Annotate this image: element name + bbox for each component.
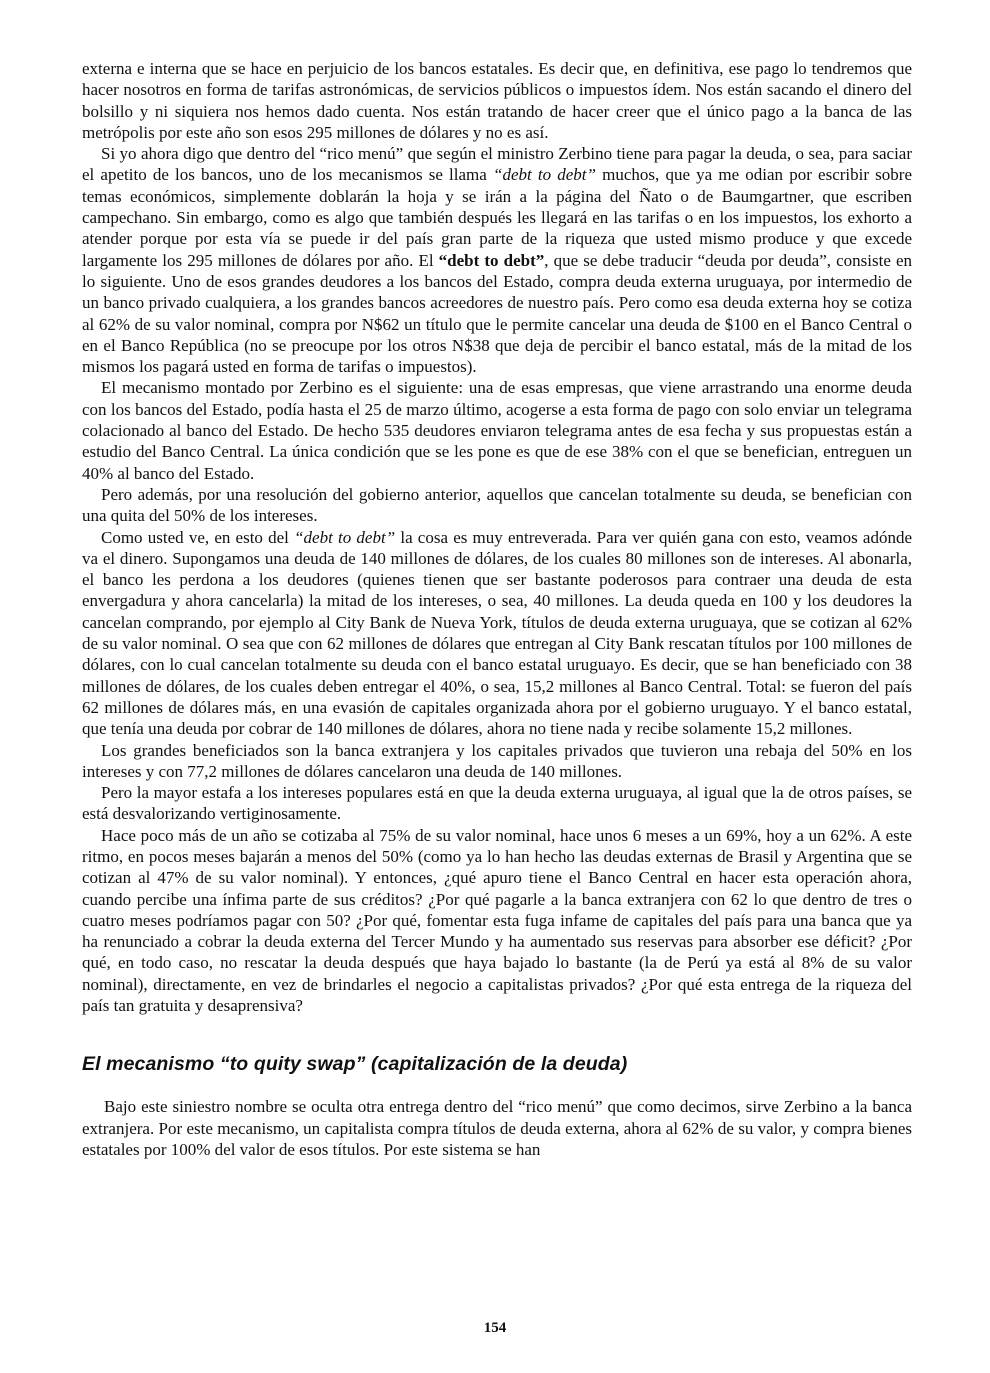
text-segment: , que se debe traducir “deuda por deuda”, consiste en lo siguiente. Uno de esos grandes deudores a los bancos del Estado, compra deuda externa uruguaya, por intermedio de un banco privado cualquiera, a los grandes bancos acreedores de nuestro país. Pero como esa deuda externa hoy se cotiza al 62% de su valor nominal, compra por N$62 un título que le permite cancelar una deuda de $100 en el Banco Central o en el Banco República (no se preocupe por los otros N$38 que deja de percibir el banco estatal, más de la mitad de los mismos los pagará usted en forma de tarifas o impuestos). xyxy=(82,250,912,377)
paragraph-2 xyxy=(82,143,912,377)
text-segment: externa e interna que se hace en perjuicio de los bancos estatales. Es decir que, en definitiva, ese pago lo tendremos que hacer nosotros en forma de tarifas astronómicas, de servicios públicos o impuestos ídem. Nos están sacando el dinero del bolsillo y ni siquiera nos hemos dado cuenta. Nos están tratando de hacer creer que el único pago a la banca de las metrópolis por este año son esos 295 millones de dólares y no es así. xyxy=(82,59,912,142)
paragraph-7 xyxy=(82,782,912,825)
paragraph-8 xyxy=(82,825,912,1017)
section-heading: El mecanismo “to quity swap” (capitalización de la deuda) xyxy=(82,1053,628,1076)
text-segment: Pero la mayor estafa a los intereses populares está en que la deuda externa uruguaya, al igual que la de otros países, se está desvalorizando vertiginosamente. xyxy=(82,783,912,824)
page-number: 154 xyxy=(483,1320,507,1336)
paragraph-final: Bajo este siniestro nombre se oculta otra entrega dentro del “rico menú” que como decimos, sirve Zerbino a la banca extranjera. Por este mecanismo, un capitalista compra títulos de deuda externa, ahora al 62% de su valor, y compra bienes estatales por 100% del valor de esos títulos. Por este sistema se han xyxy=(82,1097,912,1159)
paragraph-3 xyxy=(82,377,912,483)
text-segment: la cosa es muy entreverada. Para ver quién gana con esto, veamos adónde va el dinero. Supongamos una deuda de 140 millones de dólares, de los cuales 80 millones son de intereses. Al abonarla, el banco les perdona a los deudores (quienes tienen que ser bastante poderosos para contraer una deuda de esta envergadura y ahora cancelarla) la mitad de los intereses, o sea, 40 millones. La deuda queda en 100 y los deudores la cancelan comprando, por ejemplo al City Bank de Nueva York, títulos de deuda externa uruguaya, que se cotizan al 62% de su valor nominal. O sea que con 62 millones de dólares que entregan al City Bank rescatan títulos por 100 millones de dólares, con lo cual cancelan totalmente su deuda con el banco estatal uruguayo. Es decir, que se han beneficiado con 38 millones de dólares, de los cuales deben entregar el 40%, o sea, 15,2 millones al Banco Central. Total: se fueron del país 62 millones de dólares más, en una evasión de capitales organizada ahora por el gobierno uruguayo. Y el banco estatal, que tenía una deuda por cobrar de 140 millones de dólares, ahora no tiene nada y recibe solamente 15,2 millones. xyxy=(82,527,912,739)
paragraph-5 xyxy=(82,527,912,740)
italic-term: “debt to debt” xyxy=(294,527,396,547)
text-segment: Los grandes beneficiados son la banca extranjera y los capitales privados que tuvieron una rebaja del 50% en los intereses y con 77,2 millones de dólares cancelaron una deuda de 140 millones. xyxy=(82,740,912,781)
text-segment: Hace poco más de un año se cotizaba al 75% de su valor nominal, hace unos 6 meses a un 69%, hoy a un 62%. A este ritmo, en pocos meses bajarán a menos del 50% (como ya lo han hecho las deudas externas de Brasil y Argentina que se cotizan al 47% de su valor nominal). Y entonces, ¿qué apuro tiene el Banco Central en hacer esta operación ahora, cuando percibe una ínfima parte de sus créditos? ¿Por qué pagarle a la banca extranjera con 62 lo que dentro de tres o cuatro meses podríamos pagar con 50? ¿Por qué, fomentar esta fuga infame de capitales del país para una banca que ya ha renunciado a cobrar la deuda externa del Tercer Mundo y ha aumentado sus reservas para absorber ese déficit? ¿Por qué, en todo caso, no rescatar la deuda después que haya bajado lo bastante (la de Perú ya está al 8% de su valor nominal), directamente, en vez de brindarles el negocio a capitalistas privados? ¿Por qué esta entrega de la riqueza del país tan gratuita y desaprensiva? xyxy=(82,825,912,1016)
paragraph-4 xyxy=(82,484,912,527)
text-segment: Pero además, por una resolución del gobierno anterior, aquellos que cancelan totalmente su deuda, se benefician con una quita del 50% de los intereses. xyxy=(82,484,912,526)
text-segment: Como usted ve, en esto del xyxy=(101,527,295,547)
text-segment: Si yo ahora digo que dentro del “rico menú” que según el ministro Zerbino tiene para pagar la deuda, o sea, para saciar el apetito de los bancos, uno de los mecanismos se llama xyxy=(82,144,912,185)
paragraph-1 xyxy=(82,58,912,143)
bold-term: “debt to debt” xyxy=(438,250,545,270)
page-body xyxy=(82,58,912,1160)
text-segment: El mecanismo montado por Zerbino es el siguiente: una de esas empresas, que viene arrastrando una enorme deuda con los bancos del Estado, podía hasta el 25 de marzo último, acogerse a esta forma de pago con solo enviar un telegrama colacionado al banco del Estado. De hecho 535 deudores enviaron telegrama antes de esa fecha y sus propuestas están a estudio del Banco Central. La única condición que se les pone es que de ese 38% con el que se benefician, entreguen un 40% al banco del Estado. xyxy=(82,378,912,483)
italic-term: “debt to debt” xyxy=(492,165,596,185)
paragraph-6 xyxy=(82,740,912,783)
text-segment: muchos, que ya me odian por escribir sobre temas económicos, simplemente doblarán la hoja y se irán a la página del Ñato o de Baumgartner, que escriben campechano. Sin embargo, como es algo que también después les llegará en las tarifas o en los impuestos, los exhorto a atender porque por esta vía se puede ir del país gran parte de la riqueza que usted mismo produce y que excede largamente los 295 millones de dólares por año. El xyxy=(82,165,912,270)
